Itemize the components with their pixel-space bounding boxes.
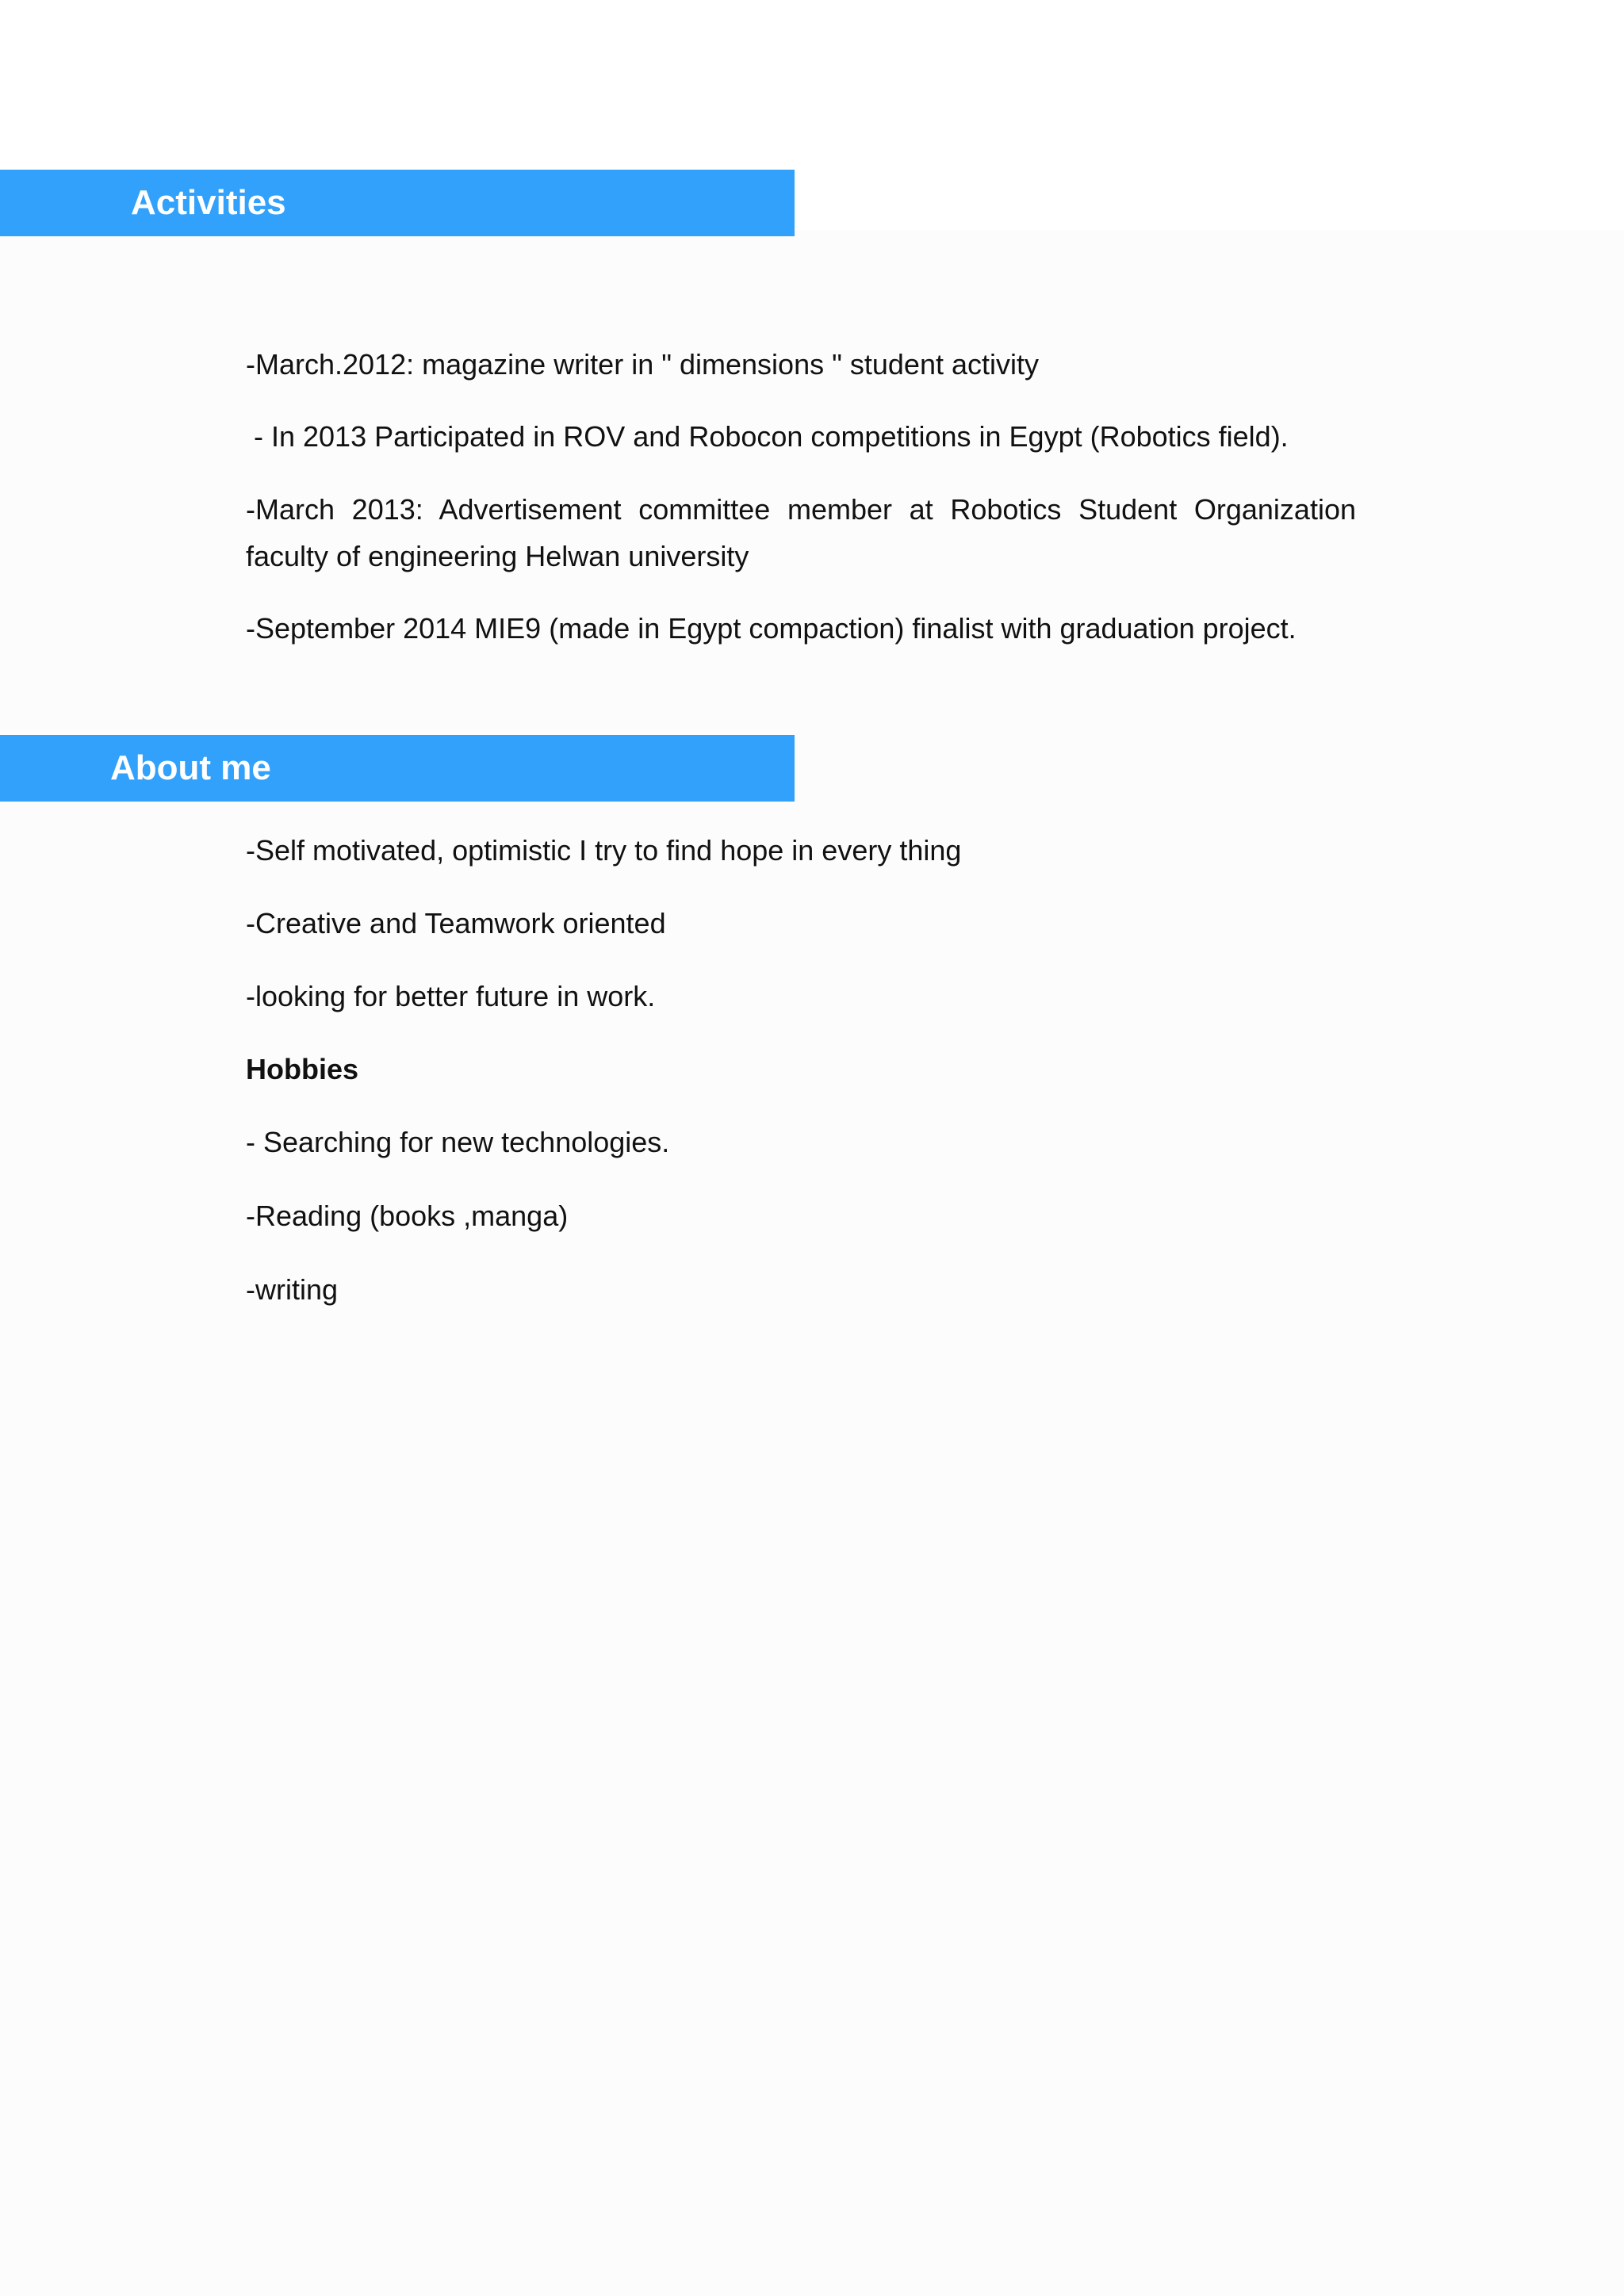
about-me-item-2: -Creative and Teamwork oriented [246, 907, 666, 939]
about-me-section-header [0, 735, 795, 802]
hobby-item-1: - Searching for new technologies. [246, 1126, 670, 1158]
hobby-item-3: -writing [246, 1273, 339, 1306]
about-me-item-3: -looking for better future in work. [246, 980, 656, 1012]
activities-section-header [0, 170, 795, 236]
page-background [0, 230, 1624, 2296]
about-me-heading: About me [110, 748, 271, 787]
activities-heading: Activities [131, 183, 286, 222]
hobby-item-2: -Reading (books ,manga) [246, 1200, 569, 1232]
activity-item-2: - In 2013 Participated in ROV and Robocon competitions in Egypt (Robotics field). [246, 420, 1289, 453]
activity-item-4: -September 2014 MIE9 (made in Egypt compaction) finalist with graduation project. [246, 612, 1297, 645]
activity-item-3-continued: faculty of engineering Helwan university [246, 540, 749, 572]
activity-item-1: -March.2012: magazine writer in " dimensions " student activity [246, 348, 1039, 381]
activity-item-3: -March 2013: Advertisement committee member at Robotics Student Organization [246, 493, 1356, 526]
hobbies-heading: Hobbies [246, 1053, 359, 1085]
about-me-item-1: -Self motivated, optimistic I try to find hope in every thing [246, 834, 962, 867]
